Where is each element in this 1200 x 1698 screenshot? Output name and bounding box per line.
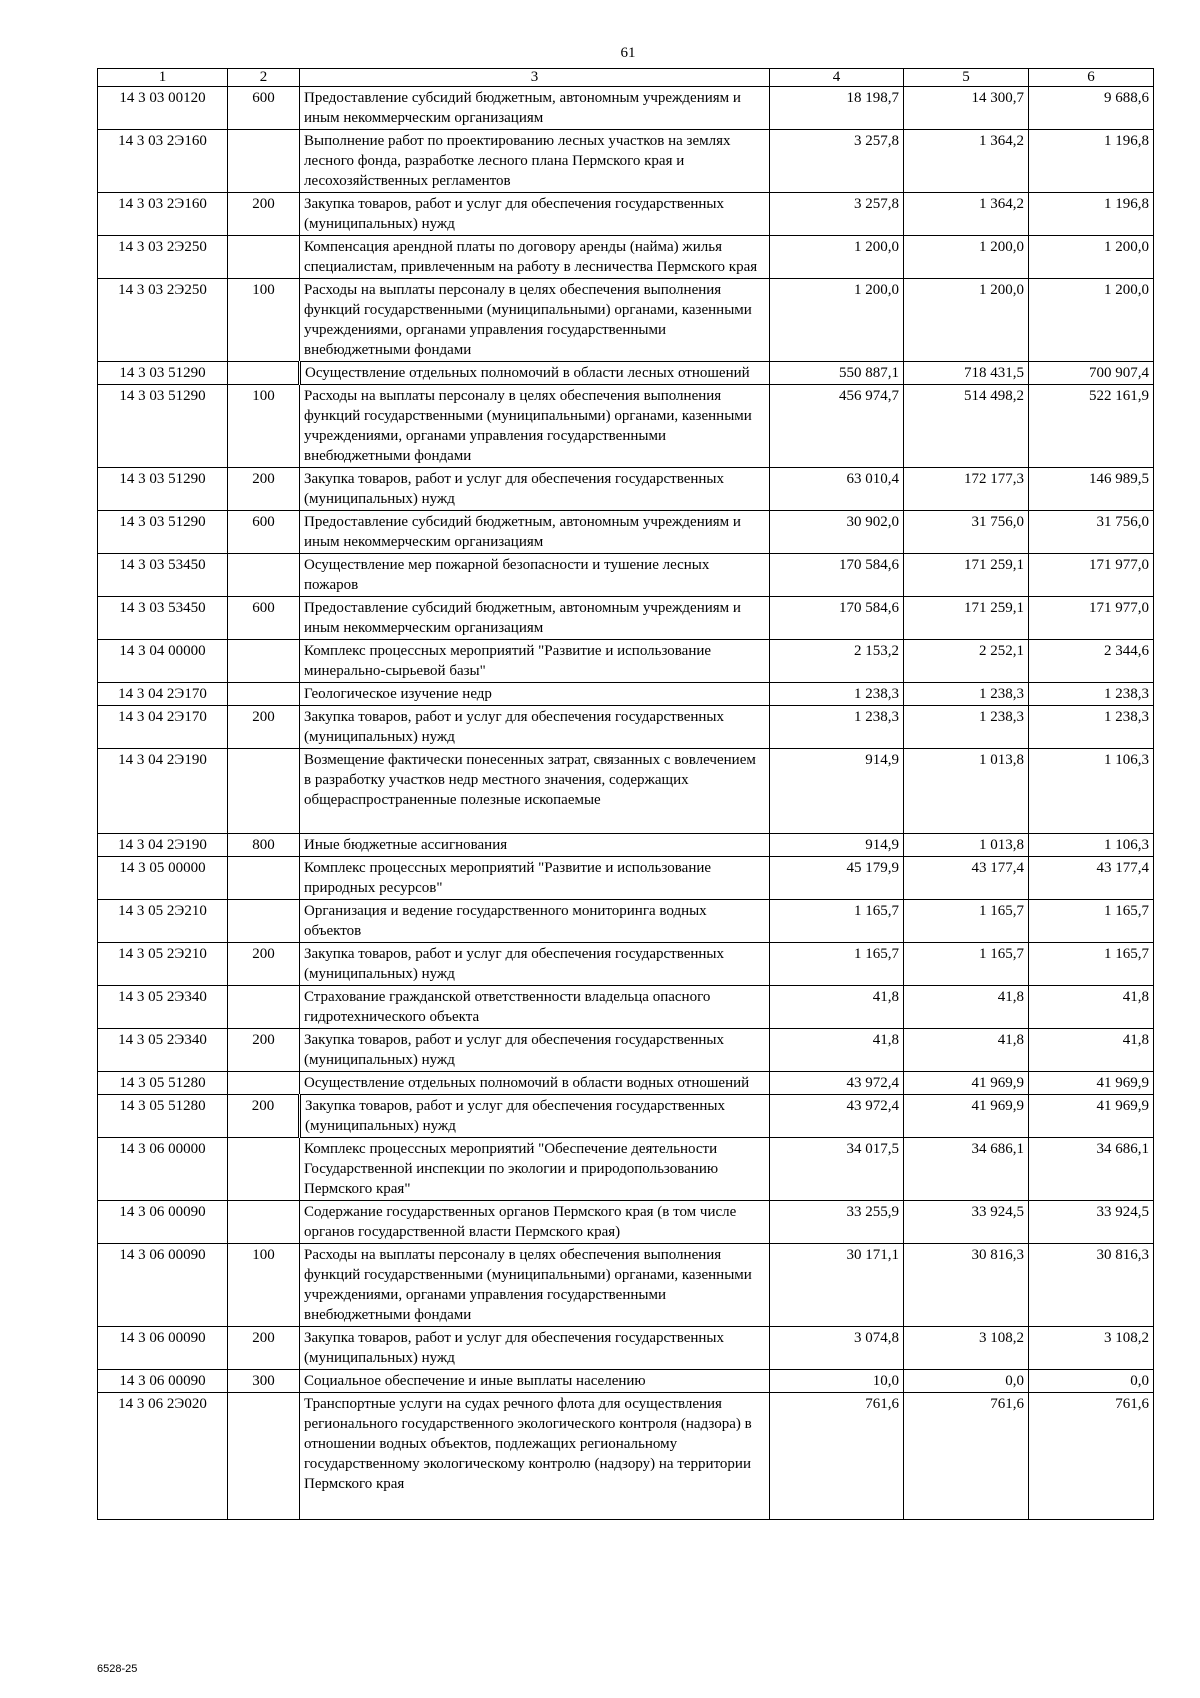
- amount-year1-cell: 170 584,6: [770, 554, 904, 597]
- name-cell: Осуществление мер пожарной безопасности и тушение лесных пожаров: [300, 554, 770, 597]
- amount-year3-cell: 31 756,0: [1029, 511, 1154, 554]
- amount-year2-cell: 3 108,2: [904, 1327, 1029, 1370]
- table-row: [98, 943, 1154, 986]
- code-cell: 14 3 04 00000: [98, 640, 228, 683]
- name-cell: Закупка товаров, работ и услуг для обеспечения государственных (муниципальных) нужд: [300, 706, 770, 749]
- expense-type-cell: 800: [228, 834, 300, 857]
- amount-year1-cell: 914,9: [770, 834, 904, 857]
- table-row: [98, 597, 1154, 640]
- code-cell: 14 3 05 2Э210: [98, 900, 228, 943]
- expense-type-cell: [228, 1072, 300, 1095]
- table-row: [98, 1393, 1154, 1520]
- amount-year3-cell: 146 989,5: [1029, 468, 1154, 511]
- table-row: [98, 1029, 1154, 1072]
- amount-year3-cell: 9 688,6: [1029, 87, 1154, 130]
- amount-year3-cell: 700 907,4: [1029, 362, 1154, 385]
- table-row: [98, 834, 1154, 857]
- code-cell: 14 3 05 2Э340: [98, 986, 228, 1029]
- code-cell: 14 3 04 2Э170: [98, 706, 228, 749]
- table-row: [98, 986, 1154, 1029]
- name-cell: Транспортные услуги на судах речного флота для осуществления регионального государственного экологического контроля (надзора) в отношении водных объектов, подлежащих региональному государственному экологическому контролю (надзору) на территории Пермского края: [300, 1393, 770, 1520]
- name-cell: Осуществление отдельных полномочий в области водных отношений: [300, 1072, 770, 1095]
- amount-year1-cell: 914,9: [770, 749, 904, 834]
- amount-year3-cell: 1 196,8: [1029, 130, 1154, 193]
- amount-year1-cell: 1 200,0: [770, 236, 904, 279]
- amount-year2-cell: 1 165,7: [904, 900, 1029, 943]
- amount-year3-cell: 1 200,0: [1029, 279, 1154, 362]
- code-cell: 14 3 06 00090: [98, 1327, 228, 1370]
- amount-year3-cell: 171 977,0: [1029, 597, 1154, 640]
- amount-year2-cell: 31 756,0: [904, 511, 1029, 554]
- code-cell: 14 3 05 00000: [98, 857, 228, 900]
- expense-type-cell: [228, 683, 300, 706]
- name-cell: Закупка товаров, работ и услуг для обеспечения государственных (муниципальных) нужд: [300, 943, 770, 986]
- code-cell: 14 3 05 2Э340: [98, 1029, 228, 1072]
- name-cell: Страхование гражданской ответственности владельца опасного гидротехнического объекта: [300, 986, 770, 1029]
- amount-year1-cell: 3 074,8: [770, 1327, 904, 1370]
- amount-year1-cell: 1 165,7: [770, 943, 904, 986]
- amount-year2-cell: 171 259,1: [904, 597, 1029, 640]
- expense-type-cell: [228, 1393, 300, 1520]
- amount-year2-cell: 1 013,8: [904, 834, 1029, 857]
- code-cell: 14 3 03 2Э160: [98, 130, 228, 193]
- name-cell: Комплекс процессных мероприятий "Обеспечение деятельности Государственной инспекции по экологии и природопользованию Пермского края": [300, 1138, 770, 1201]
- table-row: [98, 683, 1154, 706]
- expense-type-cell: 200: [228, 468, 300, 511]
- table-row: [98, 1138, 1154, 1201]
- table-row: [98, 1072, 1154, 1095]
- expense-type-cell: [228, 749, 300, 834]
- name-cell: Возмещение фактически понесенных затрат, связанных с вовлечением в разработку участков недр местного значения, содержащих общераспространенные полезные ископаемые: [300, 749, 770, 834]
- amount-year2-cell: 41 969,9: [904, 1072, 1029, 1095]
- expense-type-cell: [228, 362, 300, 385]
- amount-year3-cell: 1 200,0: [1029, 236, 1154, 279]
- amount-year3-cell: 761,6: [1029, 1393, 1154, 1520]
- amount-year2-cell: 41,8: [904, 986, 1029, 1029]
- expense-type-cell: [228, 900, 300, 943]
- table-row: [98, 385, 1154, 468]
- code-cell: 14 3 03 2Э160: [98, 193, 228, 236]
- expense-type-cell: 100: [228, 1244, 300, 1327]
- code-cell: 14 3 04 2Э170: [98, 683, 228, 706]
- column-header: 4: [770, 69, 904, 87]
- name-cell: Расходы на выплаты персоналу в целях обеспечения выполнения функций государственными (муниципальными) органами, казенными учреждениями, органами управления государственными внебюджетными фондами: [300, 1244, 770, 1327]
- amount-year3-cell: 3 108,2: [1029, 1327, 1154, 1370]
- code-cell: 14 3 06 00000: [98, 1138, 228, 1201]
- amount-year2-cell: 0,0: [904, 1370, 1029, 1393]
- amount-year3-cell: 33 924,5: [1029, 1201, 1154, 1244]
- expense-type-cell: [228, 640, 300, 683]
- amount-year2-cell: 1 238,3: [904, 706, 1029, 749]
- amount-year3-cell: 1 165,7: [1029, 900, 1154, 943]
- table-row: [98, 554, 1154, 597]
- amount-year1-cell: 761,6: [770, 1393, 904, 1520]
- amount-year2-cell: 1 165,7: [904, 943, 1029, 986]
- code-cell: 14 3 06 00090: [98, 1244, 228, 1327]
- amount-year2-cell: 761,6: [904, 1393, 1029, 1520]
- amount-year2-cell: 1 364,2: [904, 193, 1029, 236]
- table-row: [98, 511, 1154, 554]
- amount-year3-cell: 43 177,4: [1029, 857, 1154, 900]
- table-row: [98, 362, 1154, 385]
- amount-year2-cell: 30 816,3: [904, 1244, 1029, 1327]
- amount-year1-cell: 550 887,1: [770, 362, 904, 385]
- amount-year2-cell: 172 177,3: [904, 468, 1029, 511]
- name-cell: Комплекс процессных мероприятий "Развитие и использование природных ресурсов": [300, 857, 770, 900]
- code-cell: 14 3 03 2Э250: [98, 279, 228, 362]
- code-cell: 14 3 03 53450: [98, 597, 228, 640]
- expense-type-cell: [228, 130, 300, 193]
- table-row: [98, 857, 1154, 900]
- table-row: [98, 87, 1154, 130]
- code-cell: 14 3 06 00090: [98, 1201, 228, 1244]
- amount-year2-cell: 2 252,1: [904, 640, 1029, 683]
- amount-year2-cell: 41 969,9: [904, 1095, 1029, 1138]
- expense-type-cell: 200: [228, 943, 300, 986]
- name-cell: Содержание государственных органов Пермского края (в том числе органов государственной власти Пермского края): [300, 1201, 770, 1244]
- amount-year1-cell: 33 255,9: [770, 1201, 904, 1244]
- expense-type-cell: [228, 986, 300, 1029]
- name-cell: Комплекс процессных мероприятий "Развитие и использование минерально-сырьевой базы": [300, 640, 770, 683]
- table-row: [98, 193, 1154, 236]
- amount-year1-cell: 43 972,4: [770, 1095, 904, 1138]
- table-row: [98, 468, 1154, 511]
- table-row: [98, 1244, 1154, 1327]
- page-number: 61: [620, 45, 636, 61]
- column-header: 6: [1029, 69, 1154, 87]
- name-cell: Иные бюджетные ассигнования: [300, 834, 770, 857]
- table-row: [98, 706, 1154, 749]
- expense-type-cell: [228, 1138, 300, 1201]
- amount-year2-cell: 1 238,3: [904, 683, 1029, 706]
- expense-type-cell: 600: [228, 511, 300, 554]
- expense-type-cell: 300: [228, 1370, 300, 1393]
- column-header: 3: [300, 69, 770, 87]
- code-cell: 14 3 04 2Э190: [98, 749, 228, 834]
- table-row: [98, 130, 1154, 193]
- amount-year1-cell: 456 974,7: [770, 385, 904, 468]
- name-cell: Закупка товаров, работ и услуг для обеспечения государственных (муниципальных) нужд: [300, 1029, 770, 1072]
- amount-year1-cell: 45 179,9: [770, 857, 904, 900]
- amount-year3-cell: 522 161,9: [1029, 385, 1154, 468]
- amount-year3-cell: 171 977,0: [1029, 554, 1154, 597]
- table-row: [98, 749, 1154, 834]
- name-cell: Закупка товаров, работ и услуг для обеспечения государственных (муниципальных) нужд: [300, 468, 770, 511]
- name-cell: Предоставление субсидий бюджетным, автономным учреждениям и иным некоммерческим организациям: [300, 511, 770, 554]
- amount-year1-cell: 43 972,4: [770, 1072, 904, 1095]
- expense-type-cell: 200: [228, 193, 300, 236]
- amount-year2-cell: 1 200,0: [904, 236, 1029, 279]
- budget-table: [97, 68, 1154, 1520]
- column-header: 1: [98, 69, 228, 87]
- amount-year1-cell: 1 238,3: [770, 706, 904, 749]
- name-cell: Социальное обеспечение и иные выплаты населению: [300, 1370, 770, 1393]
- expense-type-cell: [228, 1201, 300, 1244]
- code-cell: 14 3 03 51290: [98, 385, 228, 468]
- name-cell: Выполнение работ по проектированию лесных участков на землях лесного фонда, разработке лесного плана Пермского края и лесохозяйственных регламентов: [300, 130, 770, 193]
- amount-year2-cell: 33 924,5: [904, 1201, 1029, 1244]
- amount-year2-cell: 34 686,1: [904, 1138, 1029, 1201]
- code-cell: 14 3 03 51290: [98, 362, 228, 385]
- amount-year1-cell: 34 017,5: [770, 1138, 904, 1201]
- table-row: [98, 236, 1154, 279]
- code-cell: 14 3 03 00120: [98, 87, 228, 130]
- table-row: [98, 1327, 1154, 1370]
- amount-year3-cell: 1 106,3: [1029, 749, 1154, 834]
- amount-year3-cell: 1 165,7: [1029, 943, 1154, 986]
- code-cell: 14 3 03 53450: [98, 554, 228, 597]
- amount-year1-cell: 3 257,8: [770, 130, 904, 193]
- amount-year1-cell: 170 584,6: [770, 597, 904, 640]
- name-cell: Закупка товаров, работ и услуг для обеспечения государственных (муниципальных) нужд: [300, 1095, 770, 1138]
- expense-type-cell: 200: [228, 1095, 300, 1138]
- amount-year2-cell: 718 431,5: [904, 362, 1029, 385]
- document-footer-code: 6528-25: [97, 1663, 138, 1675]
- name-cell: Предоставление субсидий бюджетным, автономным учреждениям и иным некоммерческим организациям: [300, 87, 770, 130]
- name-cell: Закупка товаров, работ и услуг для обеспечения государственных (муниципальных) нужд: [300, 193, 770, 236]
- expense-type-cell: 100: [228, 279, 300, 362]
- amount-year3-cell: 34 686,1: [1029, 1138, 1154, 1201]
- amount-year3-cell: 41 969,9: [1029, 1072, 1154, 1095]
- amount-year3-cell: 2 344,6: [1029, 640, 1154, 683]
- amount-year3-cell: 41,8: [1029, 986, 1154, 1029]
- code-cell: 14 3 06 2Э020: [98, 1393, 228, 1520]
- column-header: 2: [228, 69, 300, 87]
- expense-type-cell: [228, 554, 300, 597]
- amount-year2-cell: 1 364,2: [904, 130, 1029, 193]
- amount-year3-cell: 1 106,3: [1029, 834, 1154, 857]
- amount-year2-cell: 171 259,1: [904, 554, 1029, 597]
- amount-year3-cell: 41,8: [1029, 1029, 1154, 1072]
- expense-type-cell: 100: [228, 385, 300, 468]
- table-row: [98, 900, 1154, 943]
- amount-year2-cell: 1 200,0: [904, 279, 1029, 362]
- name-cell: Расходы на выплаты персоналу в целях обеспечения выполнения функций государственными (муниципальными) органами, казенными учреждениями, органами управления государственными внебюджетными фондами: [300, 279, 770, 362]
- name-cell: Осуществление отдельных полномочий в области лесных отношений: [300, 362, 770, 385]
- name-cell: Предоставление субсидий бюджетным, автономным учреждениям и иным некоммерческим организациям: [300, 597, 770, 640]
- amount-year1-cell: 30 171,1: [770, 1244, 904, 1327]
- amount-year3-cell: 41 969,9: [1029, 1095, 1154, 1138]
- table-row: [98, 1370, 1154, 1393]
- amount-year1-cell: 1 200,0: [770, 279, 904, 362]
- expense-type-cell: 200: [228, 1029, 300, 1072]
- amount-year3-cell: 0,0: [1029, 1370, 1154, 1393]
- code-cell: 14 3 06 00090: [98, 1370, 228, 1393]
- expense-type-cell: 600: [228, 597, 300, 640]
- expense-type-cell: 200: [228, 706, 300, 749]
- name-cell: Расходы на выплаты персоналу в целях обеспечения выполнения функций государственными (муниципальными) органами, казенными учреждениями, органами управления государственными внебюджетными фондами: [300, 385, 770, 468]
- amount-year1-cell: 30 902,0: [770, 511, 904, 554]
- code-cell: 14 3 03 51290: [98, 468, 228, 511]
- amount-year3-cell: 1 238,3: [1029, 683, 1154, 706]
- amount-year2-cell: 1 013,8: [904, 749, 1029, 834]
- table-row: [98, 279, 1154, 362]
- amount-year1-cell: 41,8: [770, 1029, 904, 1072]
- name-cell: Геологическое изучение недр: [300, 683, 770, 706]
- amount-year2-cell: 41,8: [904, 1029, 1029, 1072]
- expense-type-cell: [228, 236, 300, 279]
- name-cell: Организация и ведение государственного мониторинга водных объектов: [300, 900, 770, 943]
- amount-year2-cell: 43 177,4: [904, 857, 1029, 900]
- column-header: 5: [904, 69, 1029, 87]
- amount-year2-cell: 514 498,2: [904, 385, 1029, 468]
- name-cell: Закупка товаров, работ и услуг для обеспечения государственных (муниципальных) нужд: [300, 1327, 770, 1370]
- amount-year1-cell: 3 257,8: [770, 193, 904, 236]
- code-cell: 14 3 05 51280: [98, 1072, 228, 1095]
- amount-year3-cell: 1 238,3: [1029, 706, 1154, 749]
- table-row: [98, 1201, 1154, 1244]
- amount-year1-cell: 41,8: [770, 986, 904, 1029]
- amount-year3-cell: 30 816,3: [1029, 1244, 1154, 1327]
- code-cell: 14 3 05 2Э210: [98, 943, 228, 986]
- amount-year2-cell: 14 300,7: [904, 87, 1029, 130]
- table-row: [98, 640, 1154, 683]
- amount-year1-cell: 1 238,3: [770, 683, 904, 706]
- code-cell: 14 3 03 51290: [98, 511, 228, 554]
- code-cell: 14 3 03 2Э250: [98, 236, 228, 279]
- amount-year1-cell: 10,0: [770, 1370, 904, 1393]
- amount-year1-cell: 63 010,4: [770, 468, 904, 511]
- code-cell: 14 3 04 2Э190: [98, 834, 228, 857]
- table-row: [98, 1095, 1154, 1138]
- expense-type-cell: 600: [228, 87, 300, 130]
- expense-type-cell: [228, 857, 300, 900]
- amount-year1-cell: 1 165,7: [770, 900, 904, 943]
- expense-type-cell: 200: [228, 1327, 300, 1370]
- amount-year3-cell: 1 196,8: [1029, 193, 1154, 236]
- amount-year1-cell: 18 198,7: [770, 87, 904, 130]
- name-cell: Компенсация арендной платы по договору аренды (найма) жилья специалистам, привлеченным на работу в лесничества Пермского края: [300, 236, 770, 279]
- amount-year1-cell: 2 153,2: [770, 640, 904, 683]
- table-header-row: [98, 69, 1154, 87]
- code-cell: 14 3 05 51280: [98, 1095, 228, 1138]
